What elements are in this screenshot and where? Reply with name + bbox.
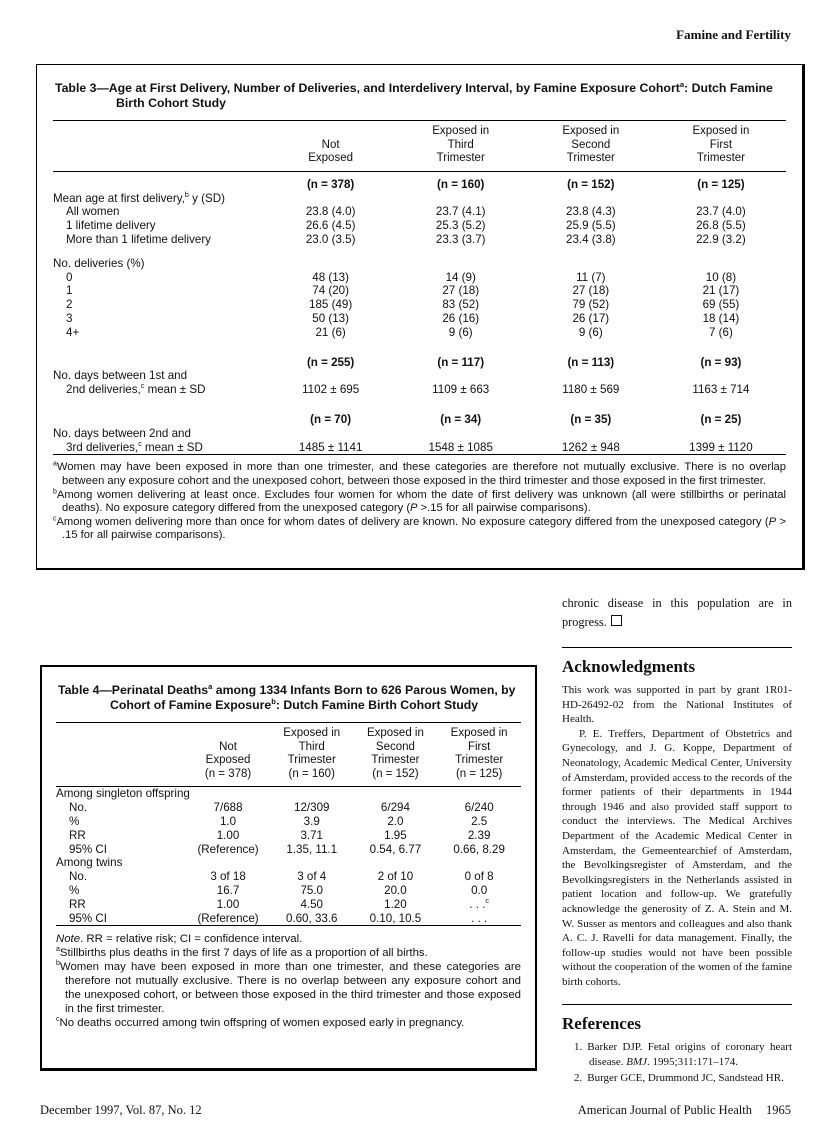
table4-col-header: Not Exposed (n = 378) <box>186 723 270 787</box>
table4-row-label: % <box>69 883 80 897</box>
table3-row <box>53 369 786 397</box>
table3-cell: 1262 ± 948 <box>561 440 620 454</box>
table4-cell: 75.0 <box>300 883 324 897</box>
table3-row <box>53 247 786 257</box>
table3-cell: 14 (9) <box>445 270 476 284</box>
table4-cell: 12/309 <box>294 801 330 815</box>
table4-row <box>56 898 521 912</box>
table4-footnote-c: $^c$No deaths occurred among twin offspring of women exposed early in pregnancy. <box>56 1016 465 1030</box>
table3-footnote-b: $^b$Among women delivering at least once. Excludes four women for whom the date of first delivery was unknown (all were stillbirths or perinatal deaths). No exposure category differed from the unexposed category (P >.15 for all pairwise comparisons). <box>53 487 786 515</box>
table3-cell: 23.7 (4.0) <box>696 205 746 219</box>
reference-text: Burger GCE, Drummond JC, Sandstead HR. <box>587 1071 784 1084</box>
table3-row <box>53 298 786 312</box>
table4-cell: 16.7 <box>216 883 240 897</box>
table4-cell: 3.9 <box>303 814 320 828</box>
table3-row-label <box>53 407 266 427</box>
table4-cell: 2.5 <box>471 814 488 828</box>
table3-cell: (n = 117) <box>437 355 485 369</box>
table3-footnote-a: $^a$Women may have been exposed in more than one trimester, and these categories are therefore not mutually exclusive. There is no overlap between any exposure cohort and the unexposed cohort, between those exposed in the third trimester and those exposed in the first trimester. <box>53 460 786 487</box>
table3-cell: 23.7 (4.1) <box>435 205 486 219</box>
table3-cell: (n = 34) <box>440 412 482 426</box>
table3-section-label: No. deliveries (%) <box>53 256 145 270</box>
table3-gap <box>53 340 786 350</box>
table4-cell: 1.0 <box>219 814 237 828</box>
footer-journal: American Journal of Public Health <box>577 1103 752 1117</box>
lead-paragraph <box>562 594 792 632</box>
table3-col-header: Not Exposed <box>266 121 396 172</box>
table3-col-header: Exposed in First Trimester <box>656 121 786 172</box>
table3-footnotes <box>53 455 786 543</box>
table3-cell: 26 (16) <box>442 311 480 325</box>
table3-cell: (n = 70) <box>310 412 352 426</box>
reference-item <box>562 1040 792 1069</box>
table4-row <box>56 801 521 815</box>
table4-cell: 2.0 <box>387 814 404 828</box>
table3-cell: 18 (14) <box>702 311 740 325</box>
table4-row-label: No. <box>69 801 88 815</box>
reference-number: 1. <box>574 1041 583 1054</box>
table3-cell: 23.8 (4.3) <box>566 205 616 219</box>
table3-row <box>53 271 786 285</box>
acknowledgments-paragraph: P. E. Treffers, Department of Obstetrics and Gynecology, and J. G. Koppe, Department of Neonatology, Academic Medical Center, University of Amsterdam, provided access to the records of the former patients of their departments in 1944 through 1946 and also provided staff support to conduct the interviews. The Medical Archives Department of the Academic Medical Center in Amsterdam, the Gemeentearchief of Amsterdam, the Bevolkingsregister of Amsterdam, and the Bevolkingsregisters in the Netherlands assisted in patient location and follow-up. We gratefully acknowledge the generosity of Z. A. Stein and M. W. Susser as mentors and colleagues and also thank A. C. J. Ravelli for data management. Finally, the follow-up studies would not have been possible without the cooperation of the women of the famine birth cohorts. <box>562 727 792 988</box>
table3-cell: (n = 113) <box>567 355 615 369</box>
table4-row <box>56 815 521 829</box>
table4-row-label: 95% CI <box>69 911 108 925</box>
end-of-article-icon <box>611 615 622 626</box>
reference-text: Barker DJP. Fetal origins of coronary heart disease. BMJ. 1995;311:171–174. <box>587 1041 792 1069</box>
table3-row <box>53 407 786 427</box>
table3-row <box>53 192 786 206</box>
table3-cell: 1109 ± 663 <box>432 383 490 397</box>
table4-section-label: Among singleton offspring <box>56 787 190 801</box>
section-divider <box>562 1004 792 1005</box>
table4-row <box>56 787 521 801</box>
table3-row <box>53 326 786 340</box>
table4-cell: 4.50 <box>300 897 324 911</box>
table3-row-label: No. days between 1st and 2nd deliveries,$^c$ mean ± SD <box>53 369 206 397</box>
table3-cell: 27 (18) <box>572 284 610 298</box>
table3-cell: 26.8 (5.5) <box>696 219 746 233</box>
footer-right <box>578 1103 791 1118</box>
footer-date: December 1997, Vol. 87, No. 12 <box>40 1103 202 1117</box>
table3-cell: 9 (6) <box>578 325 603 339</box>
table4-cell: 1.00 <box>216 897 240 911</box>
table4-cell: 3.71 <box>300 828 324 842</box>
table3-cell: (n = 25) <box>700 412 742 426</box>
table3-cell: 83 (52) <box>442 298 480 312</box>
table3-row <box>53 427 786 455</box>
table3-cell: 1163 ± 714 <box>692 383 750 397</box>
table3-cell: 1180 ± 569 <box>562 383 620 397</box>
table3-row-label: 4+ <box>66 325 80 339</box>
table4-row-label: RR <box>69 828 86 842</box>
table3-row <box>53 397 786 407</box>
table3-cell: 9 (6) <box>448 325 473 339</box>
table4-cell: 1.95 <box>384 828 407 842</box>
table4-title: Table 4—Perinatal Deaths$^a$ among 1334 Infants Born to 626 Parous Women, by Cohort of Famine Exposure$^b$: Dutch Famine Birth Cohort Study <box>58 681 516 712</box>
table3-section-label: Mean age at first delivery,$^b$ y (SD) <box>53 189 225 205</box>
table3-cell: (n = 160) <box>437 177 485 191</box>
table3-cell: 23.4 (3.8) <box>566 232 616 246</box>
references-heading: References <box>562 1014 641 1034</box>
table3-cell: (n = 93) <box>700 355 742 369</box>
reference-item <box>562 1071 792 1086</box>
table3-cell: 1102 ± 695 <box>302 383 360 397</box>
table3-cell: (n = 255) <box>306 355 355 369</box>
table3-table <box>53 120 786 455</box>
table3-cell: (n = 152) <box>567 177 615 191</box>
table3-cell: 27 (18) <box>442 284 480 298</box>
table3-col-header: Exposed in Second Trimester <box>526 121 656 172</box>
table3-cell: 26 (17) <box>572 311 610 325</box>
table3-cell: (n = 35) <box>570 412 612 426</box>
table3-row <box>53 340 786 350</box>
table3-header-row <box>53 121 786 172</box>
table3-row-label: 1 lifetime delivery <box>66 219 156 233</box>
table3-gap <box>53 397 786 407</box>
table3-row-label: 0 <box>66 270 73 284</box>
table4-cell: 1.00 <box>216 828 240 842</box>
table3-row <box>53 350 786 370</box>
table3-cell: 7 (6) <box>709 325 733 339</box>
table3-cell: 79 (52) <box>572 298 610 312</box>
table4-table <box>56 722 521 926</box>
table3-cell: 23.8 (4.0) <box>305 205 356 219</box>
table4-row-label: No. <box>69 870 88 884</box>
table4-row <box>56 829 521 843</box>
running-head: Famine and Fertility <box>676 27 791 42</box>
table4-row <box>56 843 521 857</box>
table3-col-header: Exposed in Third Trimester <box>396 121 526 172</box>
table3-row <box>53 171 786 191</box>
table3-row-label <box>53 171 266 191</box>
table3-row-label: More than 1 lifetime delivery <box>66 232 211 246</box>
table4-cell: 20.0 <box>384 883 407 897</box>
table3-row-label: No. days between 2nd and 3rd deliveries,$^c$ mean ± SD <box>53 426 203 454</box>
table4-cell: 7/688 <box>213 801 243 815</box>
table3-row-label: All women <box>66 205 120 219</box>
acknowledgments-heading: Acknowledgments <box>562 657 696 676</box>
table3-cell: 11 (7) <box>576 270 606 284</box>
table4-cell: 1.20 <box>384 897 407 911</box>
table4-cell: . . . <box>471 911 488 925</box>
table4-cell: 1.35, 11.1 <box>286 842 338 856</box>
table4-footnote-b: $^b$Women may have been exposed in more than one trimester, and these categories are therefore not mutually exclusive. There is no overlap between any exposure cohort and the unexposed cohort, or between those exposed in the third trimester and those exposed in the first trimester. <box>56 960 521 1016</box>
table3-row-label <box>53 350 266 370</box>
table4-row <box>56 884 521 898</box>
table3-cell: 1548 ± 1085 <box>428 440 493 454</box>
table4-cell: 0.10, 10.5 <box>369 911 422 925</box>
table4-cell: 0.66, 8.29 <box>453 842 505 856</box>
table3-cell: 1399 ± 1120 <box>689 440 753 454</box>
table4-cell: 0.60, 33.6 <box>285 911 338 925</box>
table3-row <box>53 257 786 271</box>
table4-note: Note. RR = relative risk; CI = confidence interval. <box>56 933 303 946</box>
table3-row <box>53 205 786 219</box>
table4-cell: 0.0 <box>471 883 488 897</box>
table3-cell: 50 (13) <box>312 311 349 325</box>
table4-cell: 6/294 <box>380 801 410 815</box>
table3-row-label: 3 <box>66 311 73 325</box>
table4-cell: 2.39 <box>467 828 491 842</box>
table4-box <box>40 665 537 1071</box>
lead-text: chronic disease in this population are in progress. <box>562 596 792 629</box>
table4-col-header: Exposed in First Trimester (n = 125) <box>437 723 521 787</box>
table4-cell: (Reference) <box>197 842 259 856</box>
table4-col-header: Exposed in Third Trimester (n = 160) <box>270 723 354 787</box>
table4-footnotes <box>56 926 521 1030</box>
table3-cell: 69 (55) <box>702 298 740 312</box>
table3-row-label: 1 <box>66 284 73 298</box>
table3-cell: (n = 125) <box>697 177 745 191</box>
table4-section-label: Among twins <box>56 856 123 870</box>
table3-cell: 23.3 (3.7) <box>435 232 486 246</box>
table4-row-label: RR <box>69 897 86 911</box>
table3-cell: 21 (17) <box>702 284 740 298</box>
table4-header-empty <box>56 723 186 787</box>
table3-row-label: 2 <box>66 298 73 312</box>
table4-cell: . . .$^c$ <box>469 895 489 911</box>
table3-mount <box>53 120 786 455</box>
table4-cell: (Reference) <box>197 911 259 925</box>
table4-header-row <box>56 723 521 787</box>
table3-box <box>36 64 805 570</box>
table3-header-empty <box>53 121 266 172</box>
table4-col-header: Exposed in Second Trimester (n = 152) <box>354 723 438 787</box>
table4-row-label: 95% CI <box>69 842 108 856</box>
table3-cell: (n = 378) <box>306 177 355 191</box>
table3-row <box>53 312 786 326</box>
table3-title: Table 3—Age at First Delivery, Number of Deliveries, and Interdelivery Interval, by Famine Exposure Cohort$^a$: Dutch Famine Birth Cohort Study <box>55 79 773 110</box>
table3-gap <box>53 247 786 257</box>
table3-cell: 74 (20) <box>312 284 349 298</box>
footer-page-number: 1965 <box>766 1103 791 1117</box>
table3-cell: 10 (8) <box>705 270 737 284</box>
table4-mount <box>56 722 521 926</box>
right-column <box>562 594 792 1085</box>
table3-cell: 23.0 (3.5) <box>305 232 356 246</box>
table3-footnote-c: $^c$Among women delivering more than once for whom dates of delivery are known. No exposure category differed from the unexposed category (P > .15 for all pairwise comparisons). <box>53 514 786 542</box>
table4-row-label: % <box>69 814 80 828</box>
table3-cell: 26.6 (4.5) <box>305 219 356 233</box>
table3-cell: 48 (13) <box>312 270 349 284</box>
table3-cell: 25.3 (5.2) <box>435 219 486 233</box>
acknowledgments-paragraph: This work was supported in part by grant 1R01-HD-26492-02 from the National Institutes of Health. <box>562 684 792 726</box>
table4-cell: 2 of 10 <box>377 870 414 884</box>
reference-number: 2. <box>574 1071 583 1084</box>
table4-row <box>56 856 521 870</box>
table3-cell: 1485 ± 1141 <box>298 440 363 454</box>
table4-footnote-a: $^a$Stillbirths plus deaths in the first 7 days of life as a proportion of all births. <box>56 946 428 960</box>
table4-row <box>56 870 521 884</box>
table3-cell: 185 (49) <box>309 298 353 312</box>
section-divider <box>562 647 792 648</box>
table4-cell: 0 of 8 <box>464 870 494 884</box>
table3-cell: 25.9 (5.5) <box>566 219 616 233</box>
table3-row <box>53 233 786 247</box>
table3-row <box>53 219 786 233</box>
table3-cell: 21 (6) <box>315 325 346 339</box>
table4-row <box>56 912 521 926</box>
table4-cell: 3 of 4 <box>297 870 327 884</box>
table4-cell: 0.54, 6.77 <box>369 842 422 856</box>
table4-cell: 3 of 18 <box>210 870 246 884</box>
table4-cell: 6/240 <box>464 801 494 815</box>
table3-cell: 22.9 (3.2) <box>696 232 746 246</box>
table3-row <box>53 284 786 298</box>
